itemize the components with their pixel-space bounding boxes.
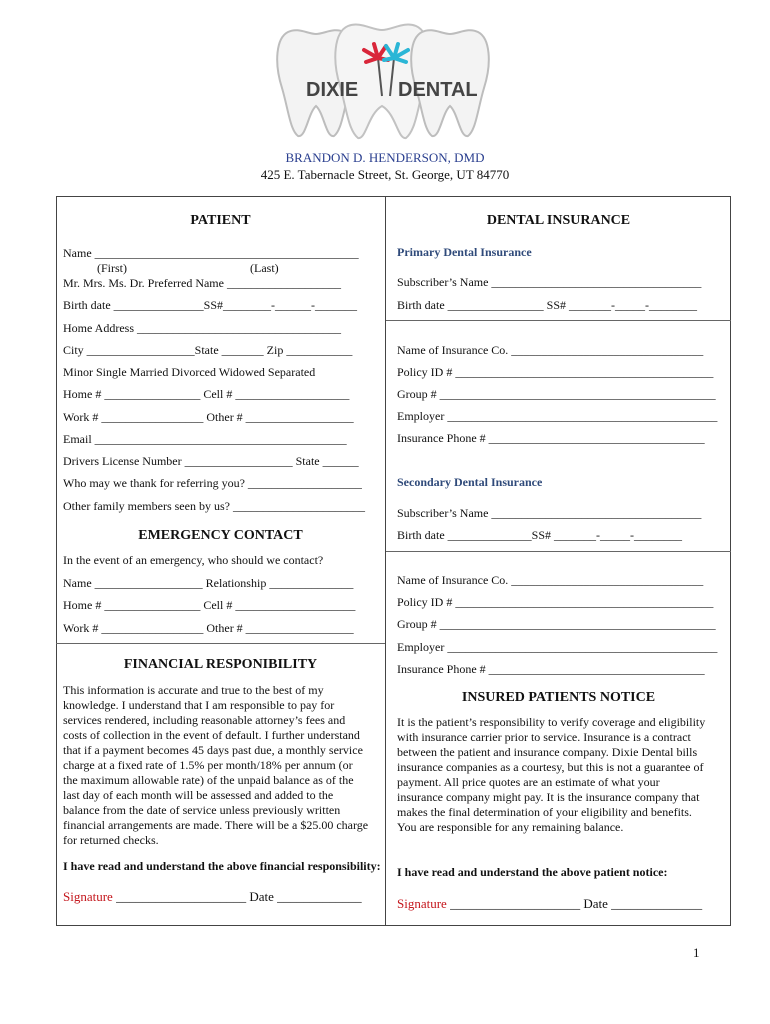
emergency-work-other-field[interactable]: Work # _________________ Other # __________________ <box>63 621 354 635</box>
tooth-logo-icon <box>268 18 498 143</box>
secondary-subscriber-field[interactable]: Subscriber’s Name ___________________________________ <box>397 506 702 520</box>
financial-line: financial arrangements are made. There will be a $25.00 charge <box>63 818 369 832</box>
secondary-employer-field[interactable]: Employer _____________________________________________ <box>397 640 718 654</box>
doctor-name: BRANDON D. HENDERSON, DMD <box>285 150 485 165</box>
marital-status-options[interactable]: Minor Single Married Divorced Widowed Separated <box>63 365 316 379</box>
financial-signature-line[interactable] <box>63 889 362 905</box>
primary-insurance-company-field[interactable]: Name of Insurance Co. ________________________________ <box>397 343 704 357</box>
home-address-field[interactable]: Home Address __________________________________ <box>63 321 341 335</box>
secondary-group-field[interactable]: Group # ______________________________________________ <box>397 617 716 631</box>
city-state-zip-field[interactable]: City __________________State _______ Zip ___________ <box>63 343 353 357</box>
financial-section-title: FINANCIAL RESPONIBILITY <box>123 657 318 672</box>
notice-ack: I have read and understand the above patient notice: <box>397 865 668 879</box>
financial-line: charge at a fixed rate of 1.5% per month/18% per annum (or <box>63 758 353 772</box>
dixie-dental-logo <box>268 18 498 143</box>
patient-name-field[interactable]: Name ____________________________________________ <box>63 246 359 260</box>
notice-line: makes the final determination of your eligibility and benefits. <box>397 805 692 819</box>
signature-label: Signature <box>63 889 113 904</box>
notice-signature-line[interactable] <box>397 896 702 912</box>
emergency-name-field[interactable]: Name __________________ Relationship ______________ <box>63 576 354 590</box>
financial-line: for returned checks. <box>63 833 159 847</box>
notice-line: It is the patient’s responsibility to verify coverage and eligibility <box>397 715 706 729</box>
patient-home-cell-field[interactable]: Home # ________________ Cell # ___________________ <box>63 387 350 401</box>
primary-insurance-title: Primary Dental Insurance <box>397 245 532 259</box>
secondary-divider <box>386 551 731 552</box>
financial-line: the maximum allowable rate) of the unpaid balance as of the <box>63 773 354 787</box>
page-number: 1 <box>693 945 700 960</box>
notice-text <box>397 715 727 835</box>
notice-line: insurance companies as a courtesy, but this is not a guarantee of <box>397 760 704 774</box>
financial-line: knowledge. I understand that I am responsible to pay for <box>63 698 335 712</box>
emergency-section-title: EMERGENCY CONTACT <box>138 528 303 543</box>
referral-field[interactable]: Who may we thank for referring you? ___________________ <box>63 476 362 490</box>
primary-insurance-phone-field[interactable]: Insurance Phone # ____________________________________ <box>397 431 705 445</box>
secondary-insurance-company-field[interactable]: Name of Insurance Co. ________________________________ <box>397 573 704 587</box>
patient-title-options[interactable]: Mr. Mrs. Ms. Dr. Preferred Name ___________________ <box>63 276 341 290</box>
secondary-birth-ssn-field[interactable]: Birth date ______________SS# _______-_____-________ <box>397 528 682 542</box>
financial-line: balance from the date of service unless previously written <box>63 803 341 817</box>
financial-signature-field[interactable]: ____________________ Date _____________ <box>116 889 362 904</box>
notice-line: You are responsible for any remaining balance. <box>397 820 624 834</box>
patient-section-title: PATIENT <box>190 213 251 228</box>
patient-work-other-field[interactable]: Work # _________________ Other # __________________ <box>63 410 354 424</box>
financial-text <box>63 683 383 848</box>
notice-section-title: INSURED PATIENTS NOTICE <box>461 690 656 705</box>
financial-line: that if a payment becomes 45 days past due, a monthly service <box>63 743 363 757</box>
financial-line: costs of collection in the event of default. I further understand <box>63 728 360 742</box>
financial-line: services rendered, including reasonable attorney’s fees and <box>63 713 346 727</box>
secondary-insurance-title: Secondary Dental Insurance <box>397 475 543 489</box>
primary-employer-field[interactable]: Employer _____________________________________________ <box>397 409 718 423</box>
primary-subscriber-field[interactable]: Subscriber’s Name ___________________________________ <box>397 275 702 289</box>
notice-line: payment. All price quotes are an estimate of what your <box>397 775 660 789</box>
family-members-field[interactable]: Other family members seen by us? ______________________ <box>63 499 365 513</box>
secondary-policy-id-field[interactable]: Policy ID # ___________________________________________ <box>397 595 714 609</box>
name-first-label: (First) <box>97 261 127 275</box>
logo-text-dental: DENTAL <box>398 79 478 101</box>
insurance-section-title: DENTAL INSURANCE <box>486 213 631 228</box>
secondary-insurance-phone-field[interactable]: Insurance Phone # ____________________________________ <box>397 662 705 676</box>
notice-line: insurance company might pay. It is the insurance company that <box>397 790 700 804</box>
primary-group-field[interactable]: Group # ______________________________________________ <box>397 387 716 401</box>
drivers-license-field[interactable]: Drivers License Number __________________ State ______ <box>63 454 359 468</box>
name-last-label: (Last) <box>250 261 279 275</box>
emergency-divider <box>56 643 385 644</box>
primary-policy-id-field[interactable]: Policy ID # ___________________________________________ <box>397 365 714 379</box>
logo-text-dixie: DIXIE <box>306 79 359 101</box>
notice-line: between the patient and insurance company. Dixie Dental bills <box>397 745 698 759</box>
primary-divider <box>386 320 731 321</box>
emergency-question: In the event of an emergency, who should we contact? <box>63 553 324 567</box>
column-divider <box>385 196 386 926</box>
notice-signature-field[interactable]: ____________________ Date ______________ <box>450 896 703 911</box>
financial-line: This information is accurate and true to the best of my <box>63 683 324 697</box>
notice-line: with insurance carrier prior to service. Insurance is a contract <box>397 730 691 744</box>
primary-birth-ssn-field[interactable]: Birth date ________________ SS# _______-_____-________ <box>397 298 697 312</box>
patient-birth-ssn-field[interactable]: Birth date _______________SS#________-______-_______ <box>63 298 357 312</box>
emergency-home-cell-field[interactable]: Home # ________________ Cell # ____________________ <box>63 598 356 612</box>
practice-address: 425 E. Tabernacle Street, St. George, UT 84770 <box>260 167 510 182</box>
email-field[interactable]: Email __________________________________________ <box>63 432 347 446</box>
financial-ack: I have read and understand the above financial responsibility: <box>63 859 381 873</box>
signature-label: Signature <box>397 896 447 911</box>
financial-line: last day of each month will be assessed and added to the <box>63 788 334 802</box>
